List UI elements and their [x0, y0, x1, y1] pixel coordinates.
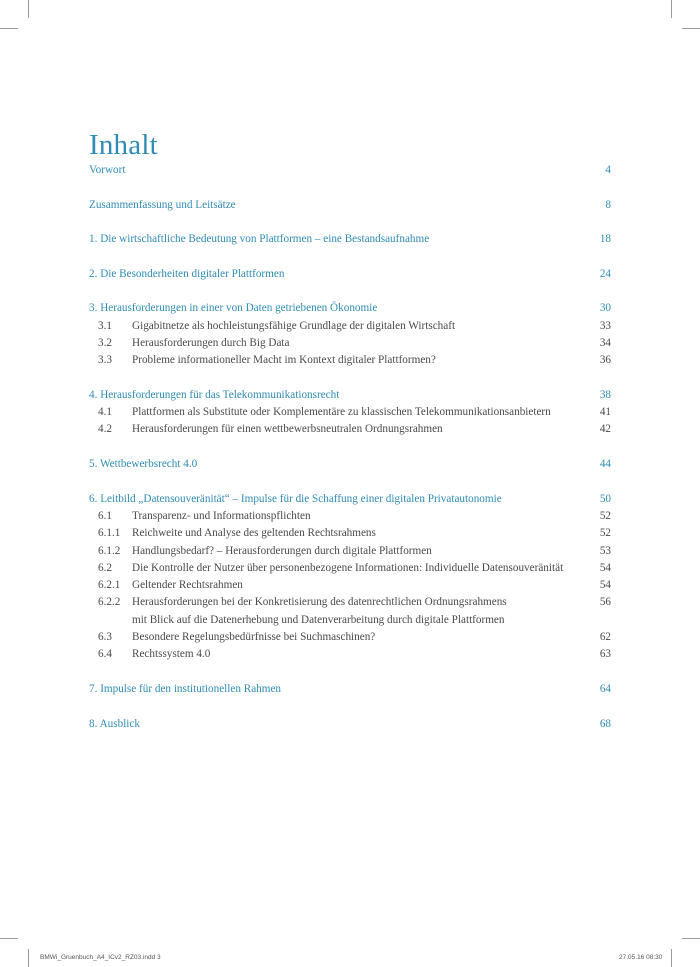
crop-mark — [28, 949, 29, 967]
toc-chapter-entry[interactable] — [89, 266, 611, 283]
crop-mark — [682, 938, 700, 939]
toc-subsection-entry[interactable] — [89, 404, 611, 421]
toc-chapter-entry[interactable] — [89, 231, 611, 248]
toc-entry-number: 6.1.1 — [98, 527, 121, 540]
toc-entry-number: 6.1 — [98, 509, 112, 522]
toc-entry-title: 7. Impulse für den institutionellen Rahmen — [89, 682, 282, 695]
toc-entry-number: 4.1 — [98, 406, 112, 419]
toc-page-number: 42 — [599, 423, 611, 436]
crop-mark — [28, 0, 29, 18]
toc-entry-number: 6.2 — [98, 561, 112, 574]
toc-subsection-entry[interactable] — [89, 612, 611, 629]
toc-entry-title: Die Kontrolle der Nutzer über personenbezogene Informationen: Individuelle Datensouveränität — [132, 561, 564, 574]
toc-entry-title: mit Blick auf die Datenerhebung und Datenverarbeitung durch digitale Plattformen — [132, 613, 505, 626]
toc-entry-number: 6.3 — [98, 631, 112, 644]
toc-chapter-entry[interactable] — [89, 456, 611, 473]
crop-mark — [682, 28, 700, 29]
toc-spacer — [89, 698, 611, 715]
toc-page-number: 63 — [599, 648, 611, 661]
toc-entry-title: Geltender Rechtsrahmen — [132, 579, 243, 592]
toc-entry-title: Zusammenfassung und Leitsätze — [89, 198, 236, 211]
toc-page-number: 64 — [599, 682, 611, 695]
toc-chapter-entry[interactable] — [89, 300, 611, 317]
toc-chapter-entry[interactable] — [89, 387, 611, 404]
toc-page-number: 33 — [599, 319, 611, 332]
toc-page-number: 30 — [599, 302, 611, 315]
toc-entry-title: Reichweite und Analyse des geltenden Rechtsrahmens — [132, 527, 376, 540]
toc-subsection-entry[interactable] — [89, 335, 611, 352]
toc-page-number: 38 — [599, 388, 611, 401]
toc-entry-title: 5. Wettbewerbsrecht 4.0 — [89, 458, 198, 471]
toc-entry-number: 3.2 — [98, 336, 112, 349]
toc-page-number: 18 — [599, 233, 611, 246]
toc-page-number: 52 — [599, 527, 611, 540]
toc-subsection-entry[interactable] — [89, 646, 611, 663]
toc-spacer — [89, 248, 611, 265]
toc-entry-number: 6.4 — [98, 648, 112, 661]
toc-page-number: 34 — [599, 336, 611, 349]
page-title: Inhalt — [89, 129, 158, 162]
toc-entry-number: 6.2.2 — [98, 596, 121, 609]
toc-page-number: 36 — [599, 354, 611, 367]
toc-page-number: 44 — [599, 458, 611, 471]
toc-chapter-entry[interactable] — [89, 491, 611, 508]
toc-spacer — [89, 283, 611, 300]
toc-page-number: 56 — [599, 596, 611, 609]
print-slug-file: BMWi_Gruenbuch_A4_ICv2_RZ03.indd 3 — [40, 954, 161, 961]
toc-entry-title: Herausforderungen durch Big Data — [132, 336, 290, 349]
toc-entry-title: Vorwort — [89, 164, 126, 176]
toc-spacer — [89, 664, 611, 681]
toc-entry-title: Probleme informationeller Macht im Kontext digitaler Plattformen? — [132, 354, 436, 367]
toc-subsection-entry[interactable] — [89, 421, 611, 438]
table-of-contents — [89, 162, 611, 733]
toc-subsection-entry[interactable] — [89, 352, 611, 369]
toc-entry-title: 1. Die wirtschaftliche Bedeutung von Plattformen – eine Bestandsaufnahme — [89, 233, 430, 246]
toc-page-number: 53 — [599, 544, 611, 557]
toc-entry-title: Handlungsbedarf? – Herausforderungen durch digitale Plattformen — [132, 544, 432, 557]
toc-page-number: 54 — [599, 561, 611, 574]
toc-spacer — [89, 473, 611, 490]
toc-entry-title: Besondere Regelungsbedürfnisse bei Suchmaschinen? — [132, 631, 376, 644]
toc-entry-number: 6.2.1 — [98, 579, 121, 592]
toc-entry-title: Herausforderungen bei der Konkretisierung des datenrechtlichen Ordnungsrahmens — [132, 596, 507, 609]
toc-entry-title: 2. Die Besonderheiten digitaler Plattformen — [89, 267, 285, 280]
toc-page-number: 41 — [599, 406, 611, 419]
toc-entry-title: Transparenz- und Informationspflichten — [132, 509, 311, 522]
toc-subsection-entry[interactable] — [89, 508, 611, 525]
toc-subsection-entry[interactable] — [89, 594, 611, 611]
toc-subsection-entry[interactable] — [89, 543, 611, 560]
toc-spacer — [89, 439, 611, 456]
toc-page-number: 52 — [599, 509, 611, 522]
toc-page-number: 62 — [599, 631, 611, 644]
toc-page-number: 68 — [599, 717, 611, 730]
toc-subsection-entry[interactable] — [89, 318, 611, 335]
toc-page-number: 50 — [599, 492, 611, 505]
toc-chapter-entry[interactable] — [89, 716, 611, 733]
toc-entry-number: 4.2 — [98, 423, 112, 436]
toc-page-number: 54 — [599, 579, 611, 592]
toc-entry-title: Herausforderungen für einen wettbewerbsneutralen Ordnungsrahmen — [132, 423, 443, 436]
toc-subsection-entry[interactable] — [89, 577, 611, 594]
toc-spacer — [89, 370, 611, 387]
toc-subsection-entry[interactable] — [89, 525, 611, 542]
toc-entry-title: 4. Herausforderungen für das Telekommunikationsrecht — [89, 388, 340, 401]
toc-chapter-entry[interactable] — [89, 197, 611, 214]
toc-spacer — [89, 214, 611, 231]
toc-spacer — [89, 179, 611, 196]
toc-entry-number: 3.3 — [98, 354, 112, 367]
crop-mark — [671, 0, 672, 18]
toc-subsection-entry[interactable] — [89, 560, 611, 577]
toc-entry-title: 3. Herausforderungen in einer von Daten getriebenen Ökonomie — [89, 302, 378, 315]
toc-page-number: 24 — [599, 267, 611, 280]
crop-mark — [671, 949, 672, 967]
toc-entry-number: 6.1.2 — [98, 544, 121, 557]
crop-mark — [0, 938, 18, 939]
toc-entry-title: 6. Leitbild „Datensouveränität“ – Impulse für die Schaffung einer digitalen Privatautonomie — [89, 492, 502, 505]
toc-chapter-entry[interactable] — [89, 681, 611, 698]
print-slug-date: 27.05.16 08:30 — [619, 954, 663, 961]
toc-entry-title: 8. Ausblick — [89, 717, 140, 730]
toc-page-number: 8 — [605, 198, 611, 211]
toc-entry-number: 3.1 — [98, 319, 112, 332]
toc-entry-title: Plattformen als Substitute oder Komplementäre zu klassischen Telekommunikationsanbietern — [132, 406, 551, 419]
toc-entry-title: Gigabitnetze als hochleistungsfähige Grundlage der digitalen Wirtschaft — [132, 319, 456, 332]
crop-mark — [0, 28, 18, 29]
toc-chapter-entry[interactable] — [89, 162, 611, 179]
toc-entry-title: Rechtssystem 4.0 — [132, 648, 211, 661]
toc-page-number: 4 — [605, 164, 611, 176]
toc-subsection-entry[interactable] — [89, 629, 611, 646]
